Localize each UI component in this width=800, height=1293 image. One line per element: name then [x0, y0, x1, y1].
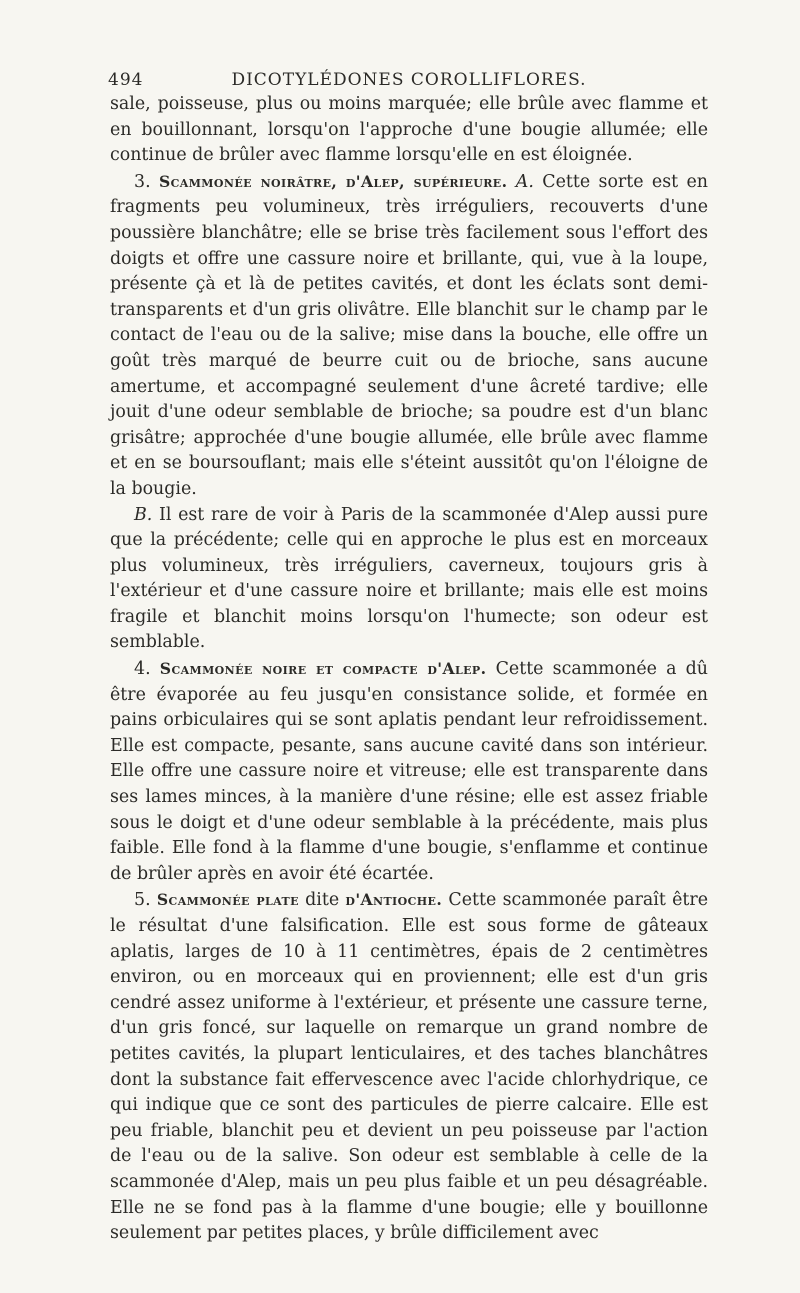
item-number: 4. [134, 659, 160, 680]
body-text [110, 92, 708, 1247]
item-number: 5. [134, 890, 157, 911]
item-heading-2: d'Antioche. [345, 890, 443, 910]
paragraph-text: Il est rare de voir à Paris de la scammonée d'Alep aussi pure que la précédente; celle qui en approche le plus est en morceaux plus volumineux, très irréguliers, caverneux, toujours gris à l'extérieur et d'une cassure noire et brillante; mais elle est moins fragile et blanchit moins lorsqu'on l'humecte; son odeur est semblable. [110, 504, 708, 653]
paragraph-3b [110, 503, 708, 657]
item-heading: Scammonée noire et compacte d'Alep. [159, 659, 487, 679]
paragraph-text: Cette sorte est en fragments peu volumineux, très irréguliers, recouverts d'une poussière blanchâtre; elle se brise très facilement sous l'effort des doigts et offre une cassure noire et brillante, qui, vue à la loupe, présente çà et là de petites cavités, et dont les éclats sont demi-transparents et d'un gris olivâtre. Elle blanchit sur le champ par le contact de l'eau ou de la salive; mise dans la bouche, elle offre un goût très marqué de beurre cuit ou de brioche, sans aucune amertume, et accompagné seulement d'une âcreté tardive; elle jouit d'une odeur semblable de brioche; sa poudre est d'un blanc grisâtre; approchée d'une bougie allumée, elle brûle avec flamme et en se boursouflant; mais elle s'éteint aussitôt qu'on l'éloigne de la bougie. [110, 171, 708, 499]
subsection-letter: A. [507, 171, 543, 192]
running-title: DICOTYLÉDONES COROLLIFLORES. [231, 70, 587, 90]
heading-connector: dite [298, 890, 346, 911]
paragraph-text: sale, poisseuse, plus ou moins marquée; elle brûle avec flamme et en bouillonnant, lorsqu'on l'approche d'une bougie allumée; elle continue de brûler avec flamme lorsqu'elle en est éloignée. [110, 94, 708, 166]
spacer [486, 659, 495, 679]
subsection-letter: B. [134, 504, 159, 525]
paragraph-continuation [110, 92, 708, 169]
paragraph-text: Cette scammonée a dû être évaporée au feu jusqu'en consistance solide, et formée en pains orbiculaires qui se sont aplatis pendant leur refroidissement. Elle est compacte, pesante, sans aucune cavité dans son intérieur. Elle offre une cassure noire et vitreuse; elle est transparente dans ses lames minces, à la manière d'une résine; elle est assez friable sous le doigt et d'une odeur semblable à la précédente, mais plus faible. Elle fond à la flamme d'une bougie, s'enflamme et continue de brûler après en avoir été écartée. [110, 659, 709, 884]
paragraph-3 [110, 169, 708, 503]
item-heading: Scammonée noirâtre, d'Alep, supérieure. [158, 171, 508, 191]
page-header [110, 62, 708, 92]
item-number: 3. [134, 171, 159, 192]
item-heading: Scammonée plate [156, 890, 299, 910]
paragraph-text: Cette scammonée paraît être le résultat d'une falsification. Elle est sous forme de gâteaux aplatis, larges de 10 à 11 centimètres, épais de 2 centimètres environ, ou en morceaux qui en proviennent; elle est d'un gris cendré assez uniforme à l'extérieur, et présente une cassure terne, d'un gris foncé, sur laquelle on remarque un grand nombre de petites cavités, la plupart lenticulaires, et des taches blanchâtres dont la substance fait effervescence avec l'acide chlorhydrique, ce qui indique que ce sont des particules de pierre calcaire. Elle est peu friable, blanchit peu et devient un peu poisseuse par l'action de l'eau ou de la salive. Son odeur est semblable à celle de la scammonée d'Alep, mais un peu plus faible et un peu désagréable. Elle ne se fond pas à la flamme d'une bougie; elle y bouillonne seulement par petites places, y brûle difficilement avec [110, 890, 709, 1244]
page-number: 494 [108, 70, 144, 90]
paragraph-5 [110, 887, 708, 1246]
paragraph-4 [110, 656, 708, 887]
